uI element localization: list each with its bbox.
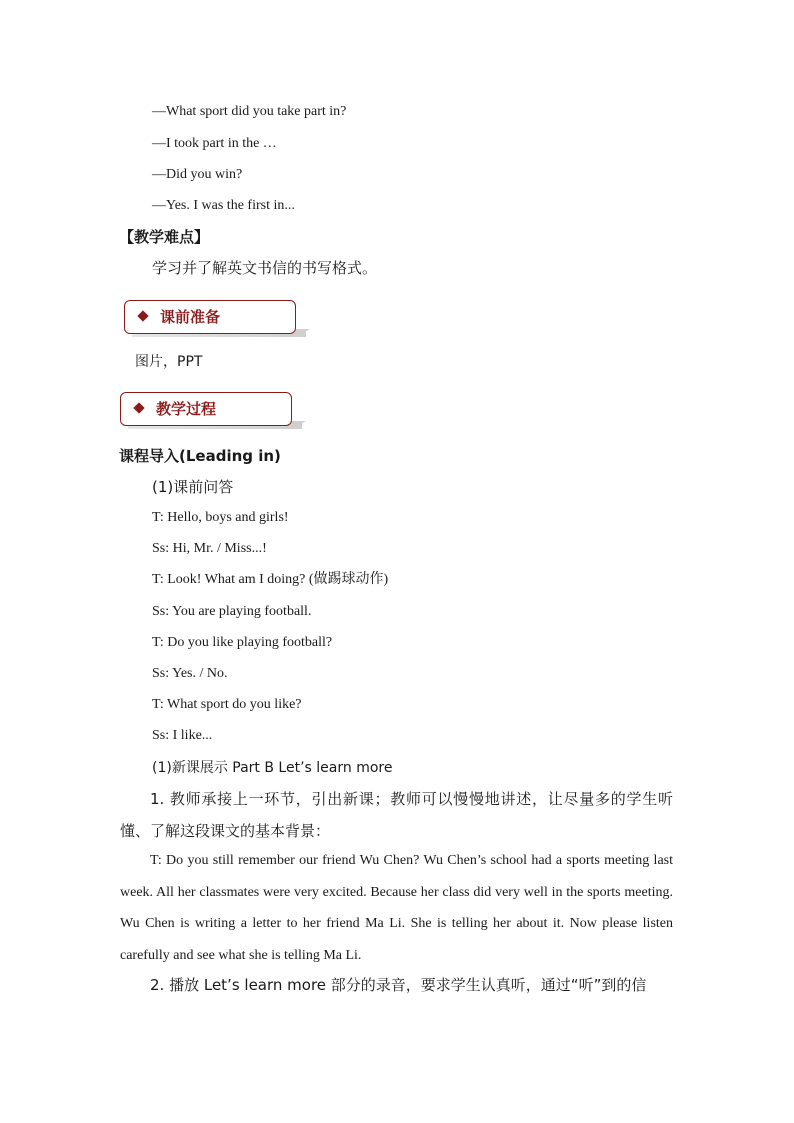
section-tag-process [120, 392, 292, 426]
dialogue-line: —Did you win? [152, 167, 243, 182]
subheading-qa: (1)课前问答 [152, 478, 234, 496]
dialogue-line: Ss: Hi, Mr. / Miss...! [152, 541, 267, 556]
dialogue-line: —I took part in the … [152, 136, 277, 151]
dialogue-line: —What sport did you take part in? [152, 104, 347, 119]
dialogue-line: Ss: I like... [152, 728, 213, 743]
difficulty-heading: 【教学难点】 [119, 228, 210, 246]
dialogue-line: T: What sport do you like? [152, 697, 302, 712]
dialogue-line: T: Hello, boys and girls! [152, 510, 289, 525]
paragraph-2: T: Do you still remember our friend Wu Chen? Wu Chen’s school had a sports meeting last week. All her classmates were very excited. Because her class did very well in the sports meeting. Wu Chen is writing a letter to her friend Ma Li. She is telling her about it. Now please listen carefully and see what she is telling Ma Li. [120, 853, 673, 963]
subheading-new-lesson: (1)新课展示 Part B Let’s learn more [152, 760, 393, 776]
dialogue-line: —Yes. I was the first in... [152, 198, 295, 213]
diamond-icon [137, 310, 148, 321]
dialogue-line: Ss: You are playing football. [152, 604, 312, 619]
section-tag-label: 课前准备 [160, 308, 221, 326]
diamond-icon [133, 402, 144, 413]
difficulty-text: 学习并了解英文书信的书写格式。 [152, 259, 378, 277]
paragraph-3: 2. 播放 Let’s learn more 部分的录音，要求学生认真听，通过“听”到的信 [150, 976, 647, 994]
dialogue-line: Ss: Yes. / No. [152, 666, 228, 681]
tag-shadow-wedge [296, 329, 310, 337]
leading-in-heading: 课程导入(Leading in) [119, 447, 281, 465]
section-tag-label: 教学过程 [156, 400, 217, 418]
tag-shadow-wedge [292, 421, 306, 429]
paragraph-1: 1. 教师承接上一环节，引出新课；教师可以慢慢地讲述，让尽量多的学生听懂、了解这段课文的基本背景： [120, 790, 673, 840]
section-tag-prep [124, 300, 296, 334]
dialogue-line: T: Do you like playing football? [152, 635, 333, 650]
prep-text: 图片，PPT [135, 354, 203, 370]
dialogue-line: T: Look! What am I doing? (做踢球动作) [152, 572, 389, 587]
